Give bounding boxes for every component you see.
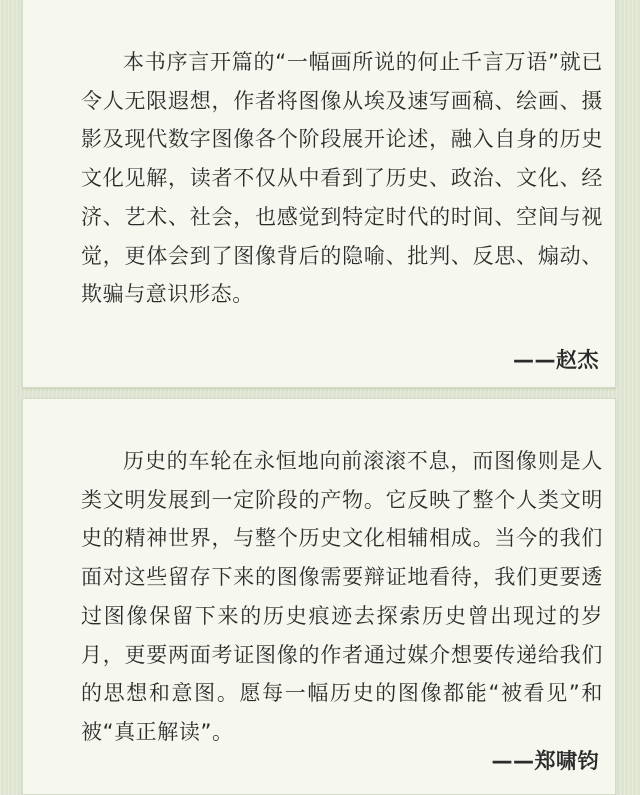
review-text: 本书序言开篇的“一幅画所说的何止千言万语”就已令人无限遐想，作者将图像从埃及速写画稿、绘画、摄影及现代数字图像各个阶段展开论述，融入自身的历史文化见解，读者不仅从中看到了历史、政治、文化、经济、艺术、社会，也感觉到特定时代的时间、空间与视觉，更体会到了图像背后的隐喻、批判、反思、煽动、欺骗与意识形态。 (81, 50, 603, 307)
review-signature: ——郑啸钧 (491, 749, 599, 773)
review-card-2 (22, 398, 616, 795)
review-card-1 (22, 0, 616, 388)
review-signature: ——赵杰 (513, 348, 599, 372)
review-text: 历史的车轮在永恒地向前滚滚不息，而图像则是人类文明发展到一定阶段的产物。它反映了整个人类文明史的精神世界，与整个历史文化相辅相成。当今的我们面对这些留存下来的图像需要辩证地看待，我们更要透过图像保留下来的历史痕迹去探索历史曾出现过的岁月，更要两面考证图像的作者通过媒介想要传递给我们的思想和意图。愿每一幅历史的图像都能“被看见”和被“真正解读”。 (81, 449, 603, 744)
